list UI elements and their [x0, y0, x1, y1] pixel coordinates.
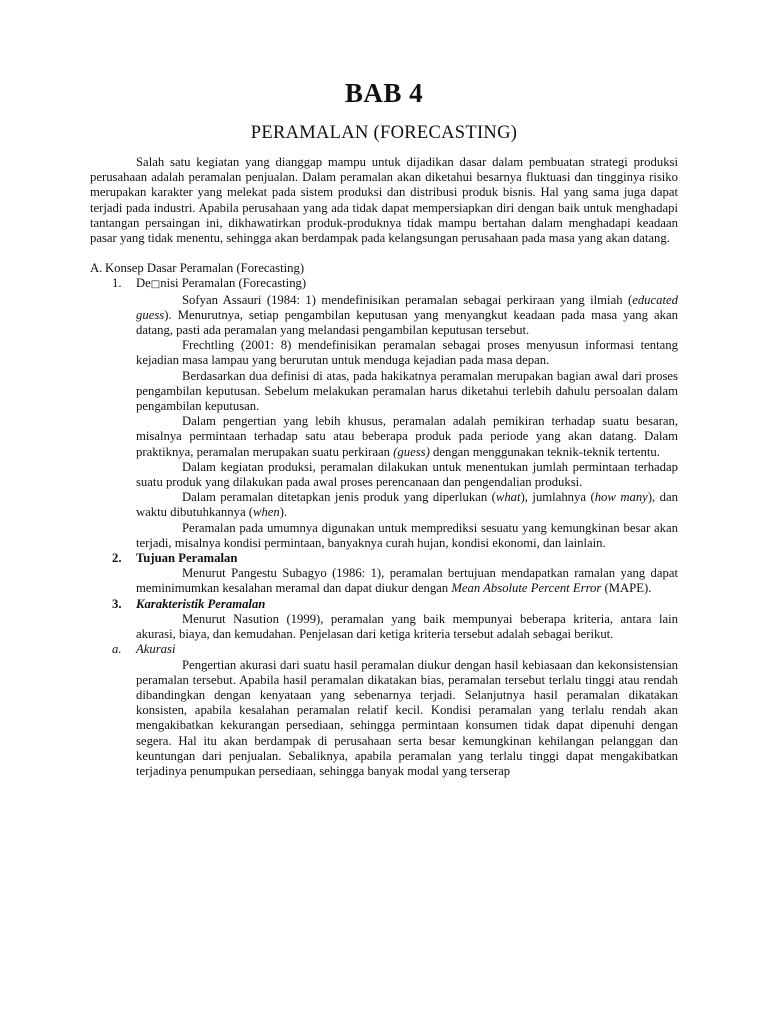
- italic-term: Mean Absolute Percent Error: [451, 581, 602, 596]
- item-1-label-pre: De: [136, 276, 151, 291]
- item-3-number: 3.: [112, 596, 122, 611]
- text: Sofyan Assauri (1984: 1) mendefinisikan peramalan sebagai perkiraan yang ilmiah (: [182, 292, 633, 307]
- item-a-label: Akurasi: [136, 642, 176, 657]
- item-2-number: 2.: [112, 551, 122, 566]
- text: ). Menurutnya, setiap pengambilan keputusan yang menyangkut keadaan pada masa yang akan datang, pasti ada peramalan yang melandasi pengambilan keputusan tersebut.: [136, 307, 678, 338]
- text: ).: [279, 505, 288, 520]
- paragraph-definisi: Berdasarkan dua definisi di atas, pada hakikatnya peramalan merupakan bagian awal dari proses pengambilan keputusan. Sebelum melakukan peramalan harus diketahui terlebih dahulu persoalan dalam pengambilan keputusan.: [136, 368, 678, 414]
- item-a-heading: [90, 642, 678, 657]
- item-1-heading: [90, 276, 678, 292]
- paragraph-frechtling: Frechtling (2001: 8) mendefinisikan peramalan sebagai proses menyusun informasi tentang kejadian masa lampau yang berurutan untuk menduga kejadian pada masa depan.: [136, 338, 678, 368]
- italic-term: when: [252, 505, 280, 520]
- item-3-label: Karakteristik Peramalan: [136, 596, 266, 611]
- paragraph-produksi: Dalam kegiatan produksi, peramalan dilakukan untuk menentukan jumlah permintaan terhadap suatu produk yang dilakukan pada awal proses perencanaan dan pengendalian produksi.: [136, 459, 678, 490]
- item-2-heading: [90, 551, 678, 566]
- italic-term: educated guess: [136, 292, 678, 322]
- item-1-number: 1.: [112, 276, 122, 291]
- italic-term: what: [495, 490, 521, 505]
- text: Menurut Pangestu Subagyo (1986: 1), peramalan bertujuan mendapatkan ramalan yang dapat meminimumkan kesalahan meramal dan dapat diukur dengan: [136, 566, 678, 596]
- section-a-heading: [90, 261, 678, 276]
- paragraph-jenis-produk: [136, 490, 678, 520]
- text: dengan menggunakan teknik-teknik tertentu.: [429, 444, 660, 459]
- chapter-title: PERAMALAN (FORECASTING): [250, 123, 518, 143]
- intro-paragraph: Salah satu kegiatan yang dianggap mampu untuk dijadikan dasar dalam pembuatan strategi produksi perusahaan adalah peramalan penjualan. Dalam peramalan akan diketahui besarnya fluktuasi dan tingginya risiko merupakan karakter yang melekat pada sistem produksi dan distribusi produk bisnis. Hal yang sama juga dapat terjadi pada industri. Apabila perusahaan yang ada tidak dapat mempersiapkan diri dengan baik untuk menghadapi tantangan persaingan ini, dikhawatirkan produk-produknya tidak mampu bertahan dalam menghadapi keadaan pasar yang tidak menentu, sehingga akan berdampak pada kelangsungan perusahaan pada masa yang akan datang.: [90, 155, 678, 246]
- item-a-letter: a.: [112, 642, 122, 657]
- chapter-heading: BAB 4: [344, 78, 424, 108]
- text: Dalam peramalan ditetapkan jenis produk yang diperlukan (: [182, 490, 496, 505]
- text: Dalam pengertian yang lebih khusus, peramalan adalah pemikiran terhadap suatu besaran, misalnya permintaan terhadap satu atau beberapa produk pada periode yang akan datang. Dalam praktiknya, peramalan merupakan suatu perkiraan: [136, 414, 678, 459]
- missing-glyph-box: □: [150, 279, 161, 291]
- italic-term: how many: [594, 490, 648, 505]
- item-3-heading: [90, 597, 678, 612]
- section-a-label: Konsep Dasar Peramalan (Forecasting): [105, 261, 305, 276]
- paragraph-nasution: Menurut Nasution (1999), peramalan yang baik mempunyai beberapa kriteria, antara lain akurasi, biaya, dan kemudahan. Penjelasan dari ketiga kriteria tersebut adalah sebagai berikut.: [136, 611, 678, 642]
- item-1-label-post: nisi Peramalan (Forecasting): [160, 276, 307, 291]
- section-a-letter: A.: [90, 261, 103, 276]
- paragraph-subagyo: [136, 566, 678, 596]
- paragraph-khusus: [136, 414, 678, 460]
- text: ), dan waktu dibutuhkannya (: [136, 490, 679, 520]
- item-1-label: [136, 276, 306, 292]
- paragraph-assauri: [136, 293, 678, 339]
- text: (MAPE).: [601, 581, 652, 596]
- item-2-label: Tujuan Peramalan: [136, 551, 238, 566]
- document-body: [90, 155, 678, 779]
- italic-term: (guess): [393, 444, 430, 459]
- spacer: [90, 246, 678, 261]
- text: ), jumlahnya (: [520, 490, 595, 505]
- paragraph-umumnya: Peramalan pada umumnya digunakan untuk memprediksi sesuatu yang kemungkinan besar akan terjadi, misalnya kondisi permintaan, banyaknya curah hujan, kondisi ekonomi, dan lainlain.: [136, 520, 678, 550]
- paragraph-akurasi: Pengertian akurasi dari suatu hasil peramalan diukur dengan hasil kebiasaan dan kekonsistensian peramalan tersebut. Apabila hasil peramalan dikatakan bias, peramalan tersebut terlalu tinggi atau rendah dibandingkan dengan kenyataan yang sebenarnya terjadi. Selanjutnya hasil peramalan dikatakan konsisten, apabila kesalahan peramalan relatif kecil. Kondisi peramalan yang terlalu rendah akan mengakibatkan kekurangan persediaan, sehingga permintaan konsumen tidak dapat dipenuhi dengan segera. Hal itu akan berdampak di perusahaan serta besar kemungkinan kehilangan pelanggan dan keuntungan dari penjualan. Sebaliknya, apabila peramalan yang terlalu tinggi dapat mengakibatkan terjadinya penumpukan persediaan, sehingga banyak modal yang terserap: [136, 657, 678, 778]
